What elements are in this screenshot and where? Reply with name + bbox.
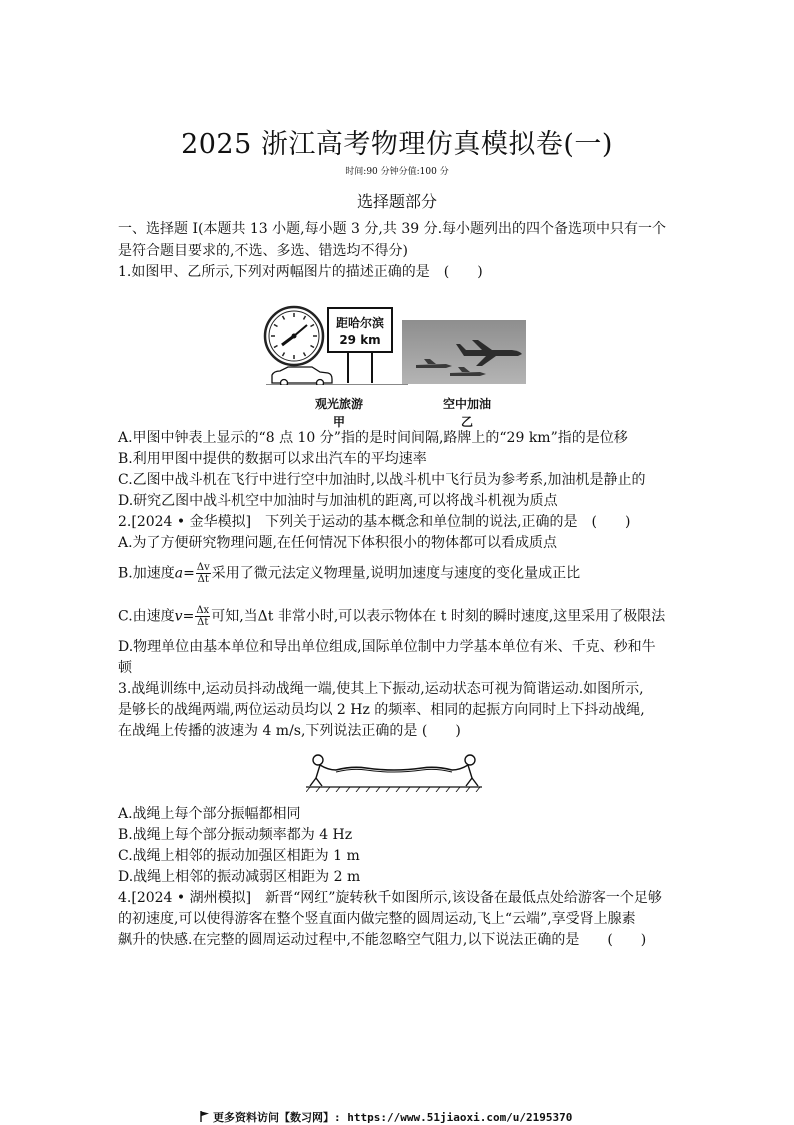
- q1-option-a: A.甲图中钟表上显示的“8 点 10 分”指的是时间间隔,路牌上的“29 km”指的是位移: [118, 430, 628, 446]
- q2-option-c: C.由速度v= $\frac{\Delta x}{\Delta t}$ 可知,当Δt 非常小时,可以表示物体在 t 时刻的瞬时速度,这里采用了极限法: [118, 605, 666, 628]
- fraction-numerator: Δv: [196, 562, 210, 573]
- page-title: 2025 浙江高考物理仿真模拟卷(一): [181, 129, 613, 160]
- clock-icon: [265, 307, 323, 365]
- q4-line-1: 4.[2024 • 湖州模拟] 新晋“网红”旋转秋千如图所示,该设备在最低点处给游客一个足够: [118, 890, 662, 906]
- fraction-numerator: Δx: [196, 605, 210, 616]
- q1-option-d: D.研究乙图中战斗机空中加油时与加油机的距离,可以将战斗机视为质点: [118, 493, 558, 509]
- q3-stem-line-2: 是够长的战绳两端,两位运动员均以 2 Hz 的频率、相同的起振方向同时上下抖动战绳,: [118, 702, 645, 718]
- q2-option-d-line-1: D.物理单位由基本单位和导出单位组成,国际单位制中力学基本单位有米、千克、秒和牛: [118, 639, 656, 655]
- flag-icon: [200, 1111, 210, 1122]
- fraction-denominator: Δt: [197, 574, 209, 585]
- footer-link[interactable]: [200, 1109, 572, 1125]
- q3-stem-line-3: 在战绳上传播的波速为 4 m/s,下列说法正确的是 ( ): [118, 723, 461, 739]
- refueling-photo: [402, 320, 526, 384]
- intro-line-2: 是符合题目要求的,不选、多选、错选均不得分): [118, 243, 408, 259]
- q2-option-c-text: 可知,当Δt 非常小时,可以表示物体在 t 时刻的瞬时速度,这里采用了极限法: [211, 608, 666, 625]
- q3-option-c: C.战绳上相邻的振动加强区相距为 1 m: [118, 848, 360, 864]
- q1-option-b: B.利用甲图中提供的数据可以求出汽车的平均速率: [118, 451, 427, 467]
- q3-option-b: B.战绳上每个部分振动频率都为 4 Hz: [118, 827, 353, 843]
- q3-option-d: D.战绳上相邻的振动减弱区相距为 2 m: [118, 869, 361, 885]
- q2-option-b: B.加速度a= $\frac{\Delta v}{\Delta t}$ 采用了微元法定义物理量,说明加速度与速度的变化量成正比: [118, 562, 581, 585]
- q2-option-d-line-2: 顿: [118, 660, 132, 676]
- caption-left: 观光旅游: [314, 397, 363, 411]
- caption-right-sub: 乙: [460, 415, 473, 429]
- road-sign: [328, 308, 392, 383]
- fraction-denominator: Δt: [197, 617, 209, 628]
- q3-stem-line-1: 3.战绳训练中,运动员抖动战绳一端,使其上下振动,运动状态可视为简谐运动.如图所示,: [118, 681, 644, 697]
- caption-right: 空中加油: [442, 397, 491, 411]
- q2-option-b-text: 采用了微元法定义物理量,说明加速度与速度的变化量成正比: [211, 565, 581, 582]
- q2-option-b-symbol: a: [174, 565, 184, 582]
- caption-left-sub: 甲: [332, 415, 345, 429]
- car-icon: [272, 367, 332, 385]
- battle-rope-figure: [306, 750, 482, 792]
- q2-option-c-prefix: C.由速度: [118, 608, 175, 625]
- q2-option-a: A.为了方便研究物理问题,在任何情况下体积很小的物体都可以看成质点: [118, 535, 558, 551]
- exam-meta: 时间:90 分钟分值:100 分: [345, 167, 449, 177]
- q2-option-c-fraction: [195, 605, 210, 628]
- q4-line-3: 飙升的快感.在完整的圆周运动过程中,不能忽略空气阻力,以下说法正确的是 ( ): [118, 932, 647, 948]
- q3-option-a: A.战绳上每个部分振幅都相同: [118, 806, 301, 822]
- sign-line-2: 29 km: [339, 333, 381, 347]
- q2-option-b-fraction: [196, 562, 211, 585]
- ground-hatching: [306, 787, 480, 792]
- q4-line-2: 的初速度,可以使得游客在整个竖直面内做完整的圆周运动,飞上“云端”,享受肾上腺素: [118, 911, 636, 927]
- sign-line-1: 距哈尔滨: [335, 316, 385, 330]
- athlete-left-icon: [310, 755, 336, 786]
- q2-stem: 2.[2024 • 金华模拟] 下列关于运动的基本概念和单位制的说法,正确的是 ( ): [118, 514, 631, 530]
- q2-option-b-prefix: B.加速度: [118, 565, 175, 582]
- q2-option-c-symbol: v: [174, 608, 183, 625]
- q1-stem: 1.如图甲、乙所示,下列对两幅图片的描述正确的是 ( ): [118, 264, 483, 280]
- q1-option-c: C.乙图中战斗机在飞行中进行空中加油时,以战斗机中飞行员为参考系,加油机是静止的: [118, 472, 646, 488]
- intro-line-1: 一、选择题 Ⅰ(本题共 13 小题,每小题 3 分,共 39 分.每小题列出的四个备选项中只有一个: [118, 221, 667, 237]
- footer-text[interactable]: 更多资料访问【数习网】: https://www.51jiaoxi.com/u/2195370: [213, 1111, 573, 1124]
- q1-figure-left: [262, 303, 408, 385]
- athlete-right-icon: [452, 755, 478, 786]
- section-heading: 选择题部分: [356, 192, 437, 211]
